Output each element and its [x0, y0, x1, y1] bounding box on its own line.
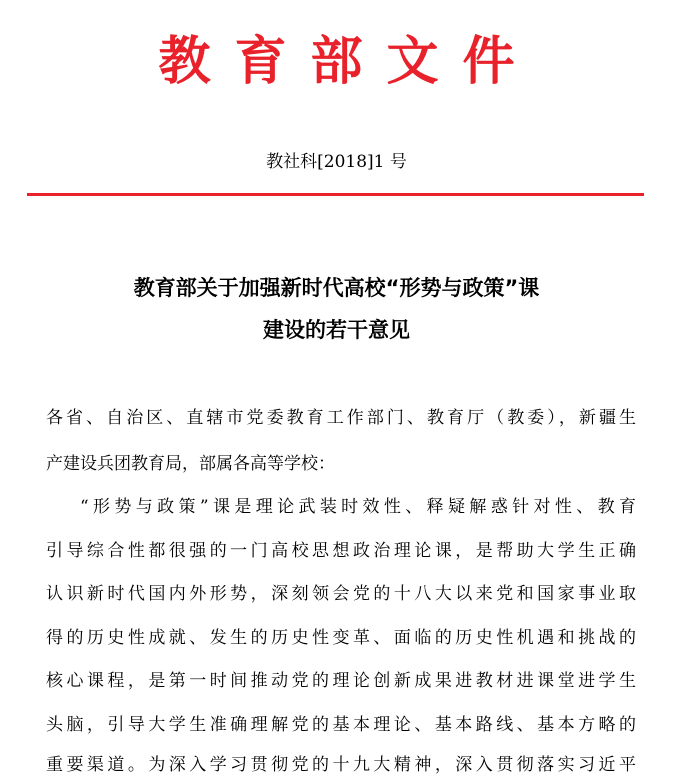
body-line-8: 头脑，引导大学生准确理解党的基本理论、基本路线、基本方略的 — [46, 715, 636, 735]
document-title-line-1: 教育部关于加强新时代高校“形势与政策”课 — [133, 276, 540, 300]
body-line-3: “形势与政策”课是理论武装时效性、释疑解惑针对性、教育 — [80, 497, 636, 517]
body-line-7: 核心课程，是第一时间推动党的理论创新成果进教材进课堂进学生 — [46, 671, 636, 691]
red-divider-rule — [27, 193, 644, 196]
body-line-2: 产建设兵团教育局，部属各高等学校： — [46, 454, 335, 474]
document-number: 教社科[2018]1 号 — [266, 152, 407, 172]
issuer-header-title: 教育部文件 — [158, 31, 539, 92]
body-line-4: 引导综合性都很强的一门高校思想政治理论课，是帮助大学生正确 — [46, 541, 636, 561]
body-line-9: 重要渠道。为深入学习贯彻党的十九大精神，深入贯彻落实习近平 — [46, 755, 636, 775]
body-line-5: 认识新时代国内外形势，深刻领会党的十八大以来党和国家事业取 — [46, 584, 636, 604]
body-line-1: 各省、自治区、直辖市党委教育工作部门、教育厅（教委），新疆生 — [46, 408, 636, 428]
body-line-6: 得的历史性成就、发生的历史性变革、面临的历史性机遇和挑战的 — [46, 628, 636, 648]
document-title-line-2: 建设的若干意见 — [263, 318, 410, 342]
